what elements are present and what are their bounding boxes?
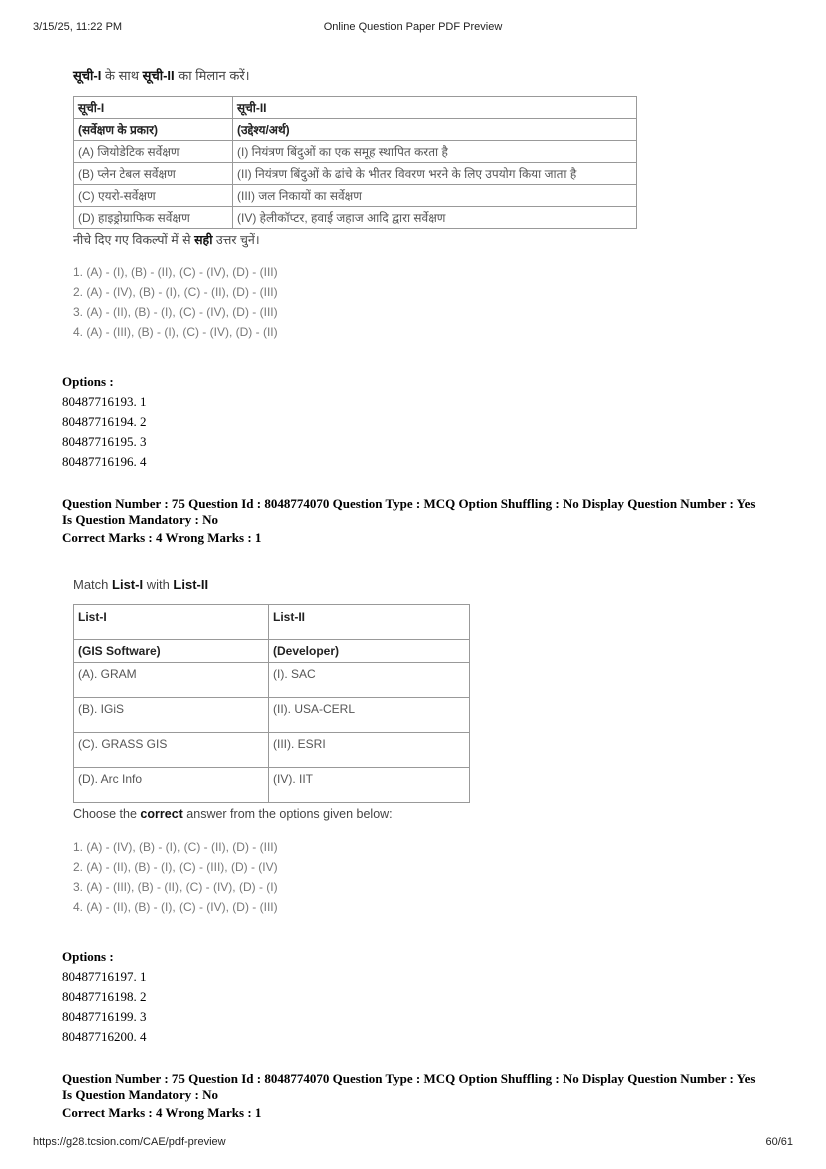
match-table-2 xyxy=(73,604,470,803)
table-row xyxy=(74,97,637,119)
table-row xyxy=(74,768,470,803)
table-cell: (IV). IIT xyxy=(269,768,470,803)
question-2-intro xyxy=(73,577,493,592)
table-cell: (I). SAC xyxy=(269,663,470,698)
question-info-2 xyxy=(62,1071,792,1123)
table-cell: (III) जल निकायों का सर्वेक्षण xyxy=(233,185,637,207)
question-1-intro xyxy=(73,66,673,84)
choose-text: नीचे दिए गए विकल्पों में से xyxy=(73,233,195,247)
table-row xyxy=(74,141,637,163)
mandatory-line: Is Question Mandatory : No xyxy=(62,512,219,527)
answer-option: 2. (A) - (IV), (B) - (I), (C) - (II), (D) - (III) xyxy=(73,285,278,299)
document-title: Online Question Paper PDF Preview xyxy=(323,21,503,33)
choose-instruction xyxy=(73,807,493,821)
marks-line: Correct Marks : 4 Wrong Marks : 1 xyxy=(62,1105,262,1120)
answer-options xyxy=(73,262,673,342)
table-cell: (D). Arc Info xyxy=(74,768,269,803)
options-label: Options : xyxy=(62,374,114,389)
table-cell: (A). GRAM xyxy=(74,663,269,698)
question-number-line: Question Number : 75 Question Id : 8048774070 Question Type : MCQ Option Shuffling : No Display Question Number : Yes xyxy=(62,1071,756,1086)
option-id: 80487716197. 1 xyxy=(62,969,147,984)
table-cell: (उद्देश्य/अर्थ) xyxy=(233,119,637,141)
table-cell: (C) एयरो-सर्वेक्षण xyxy=(74,185,233,207)
choose-emphasis: सही xyxy=(194,233,213,247)
option-id: 80487716195. 3 xyxy=(62,434,147,449)
table-cell: (GIS Software) xyxy=(74,640,269,663)
marks-line: Correct Marks : 4 Wrong Marks : 1 xyxy=(62,530,262,545)
intro-tail: का मिलान करें। xyxy=(174,68,250,83)
option-id: 80487716198. 2 xyxy=(62,989,147,1004)
page-url[interactable]: https://g28.tcsion.com/CAE/pdf-preview xyxy=(33,1136,226,1148)
intro-connector: with xyxy=(143,577,174,592)
option-id: 80487716196. 4 xyxy=(62,454,147,469)
table-cell: (II) नियंत्रण बिंदुओं के ढांचे के भीतर विवरण भरने के लिए उपयोग किया जाता है xyxy=(233,163,637,185)
table-row xyxy=(74,733,470,768)
list-1-term: सूची-I xyxy=(73,68,102,83)
question-1-content xyxy=(73,66,673,342)
choose-emphasis: correct xyxy=(140,807,183,821)
answer-option: 4. (A) - (II), (B) - (I), (C) - (IV), (D) - (III) xyxy=(73,900,278,914)
choose-text-tail: उत्तर चुनें। xyxy=(212,233,260,247)
answer-option: 3. (A) - (II), (B) - (I), (C) - (IV), (D) - (III) xyxy=(73,305,278,319)
table-row xyxy=(74,698,470,733)
table-cell: List-I xyxy=(74,605,269,640)
answer-option: 4. (A) - (III), (B) - (I), (C) - (IV), (D) - (II) xyxy=(73,325,278,339)
choose-text-tail: answer from the options given below: xyxy=(182,807,393,821)
list-2-term: सूची-II xyxy=(142,68,175,83)
table-cell: (I) नियंत्रण बिंदुओं का एक समूह स्थापित करता है xyxy=(233,141,637,163)
table-cell: (D) हाइड्रोग्राफिक सर्वेक्षण xyxy=(74,207,233,229)
table-cell: (A) जियोडेटिक सर्वेक्षण xyxy=(74,141,233,163)
answer-option: 2. (A) - (II), (B) - (I), (C) - (III), (D) - (IV) xyxy=(73,860,278,874)
list-1-term: List-I xyxy=(112,577,144,592)
table-row xyxy=(74,605,470,640)
options-label: Options : xyxy=(62,949,114,964)
table-cell: (II). USA-CERL xyxy=(269,698,470,733)
option-id: 80487716194. 2 xyxy=(62,414,147,429)
table-cell: (III). ESRI xyxy=(269,733,470,768)
table-row xyxy=(74,119,637,141)
table-cell: List-II xyxy=(269,605,470,640)
table-row xyxy=(74,185,637,207)
option-id: 80487716200. 4 xyxy=(62,1029,147,1044)
print-datetime: 3/15/25, 11:22 PM xyxy=(33,21,123,33)
answer-options xyxy=(73,837,493,917)
question-number-line: Question Number : 75 Question Id : 8048774070 Question Type : MCQ Option Shuffling : No Display Question Number : Yes xyxy=(62,496,756,511)
answer-option: 3. (A) - (III), (B) - (II), (C) - (IV), (D) - (I) xyxy=(73,880,278,894)
table-row xyxy=(74,163,637,185)
table-row xyxy=(74,207,637,229)
table-cell: (C). GRASS GIS xyxy=(74,733,269,768)
table-cell: (सर्वेक्षण के प्रकार) xyxy=(74,119,233,141)
table-cell: (B) प्लेन टेबल सर्वेक्षण xyxy=(74,163,233,185)
table-row xyxy=(74,640,470,663)
answer-option: 1. (A) - (I), (B) - (II), (C) - (IV), (D) - (III) xyxy=(73,265,278,279)
intro-connector: के साथ xyxy=(101,68,143,83)
question-info-1 xyxy=(62,496,792,548)
answer-option: 1. (A) - (IV), (B) - (I), (C) - (II), (D) - (III) xyxy=(73,840,278,854)
table-cell: (Developer) xyxy=(269,640,470,663)
question-2-content xyxy=(73,577,493,917)
table-cell: सूची-II xyxy=(233,97,637,119)
table-cell: (B). IGiS xyxy=(74,698,269,733)
list-2-term: List-II xyxy=(173,577,209,592)
mandatory-line: Is Question Mandatory : No xyxy=(62,1087,219,1102)
intro-lead: Match xyxy=(73,577,113,592)
option-id: 80487716199. 3 xyxy=(62,1009,147,1024)
option-ids-2 xyxy=(62,947,147,1047)
match-table-1 xyxy=(73,96,637,229)
choose-text: Choose the xyxy=(73,807,141,821)
table-cell: सूची-I xyxy=(74,97,233,119)
option-id: 80487716193. 1 xyxy=(62,394,147,409)
table-row xyxy=(74,663,470,698)
choose-instruction xyxy=(73,231,673,248)
table-cell: (IV) हेलीकॉप्टर, हवाई जहाज आदि द्वारा सर्वेक्षण xyxy=(233,207,637,229)
option-ids-1 xyxy=(62,372,147,472)
page-number: 60/61 xyxy=(765,1136,793,1148)
